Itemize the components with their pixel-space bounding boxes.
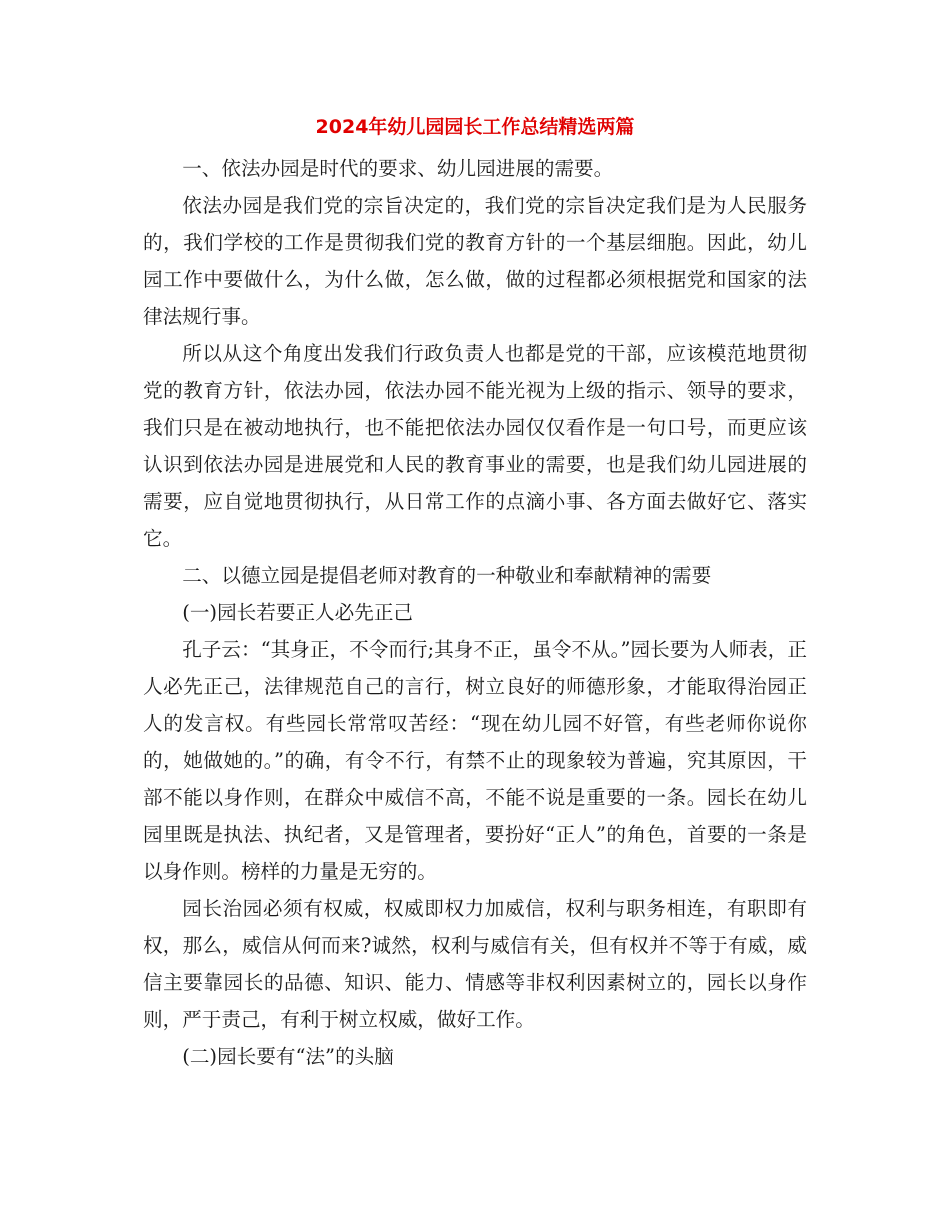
paragraph-subheading-2: (二)园长要有“法”的头脑: [182, 1045, 394, 1068]
document-page: [143, 112, 807, 1075]
paragraph-subheading-1: (一)园长若要正人必先正己: [182, 601, 414, 624]
paragraph: 依法办园是我们党的宗旨决定的，我们党的宗旨决定我们是为人民服务的，我们学校的工作是贯彻我们党的教育方针的一个基层细胞。因此，幼儿园工作中要做什么，为什么做，怎么做，做的过程都必须根据党和国家的法律法规行事。: [143, 194, 807, 328]
document-title: 2024年幼儿园园长工作总结精选两篇: [315, 116, 635, 138]
paragraph-section-2-heading: 二、以德立园是提倡老师对教育的一种敬业和奉献精神的需要: [182, 564, 712, 587]
paragraph: 孔子云：“其身正，不令而行;其身不正，虽令不从。”园长要为人师表，正人必先正己，法律规范自己的言行，树立良好的师德形象，才能取得治园正人的发言权。有些园长常常叹苦经：“现在幼儿园不好管，有些老师你说你的，她做她的。”的确，有令不行，有禁不止的现象较为普遍，究其原因，干部不能以身作则，在群众中威信不高，不能不说是重要的一条。园长在幼儿园里既是执法、执纪者，又是管理者，要扮好“正人”的角色，首要的一条是以身作则。榜样的力量是无穷的。: [143, 638, 807, 883]
paragraph-section-1-heading: 一、依法办园是时代的要求、幼儿园进展的需要。: [182, 157, 614, 180]
document-body: [143, 150, 807, 1075]
paragraph: 所以从这个角度出发我们行政负责人也都是党的干部，应该模范地贯彻党的教育方针，依法办园，依法办园不能光视为上级的指示、领导的要求，我们只是在被动地执行，也不能把依法办园仅仅看作是一句口号，而更应该认识到依法办园是进展党和人民的教育事业的需要，也是我们幼儿园进展的需要，应自觉地贯彻执行，从日常工作的点滴小事、各方面去做好它、落实它。: [143, 342, 807, 550]
paragraph: 园长治园必须有权威，权威即权力加威信，权利与职务相连，有职即有权，那么，威信从何而来?诚然，权利与威信有关，但有权并不等于有威，威信主要靠园长的品德、知识、能力、情感等非权利因素树立的，园长以身作则，严于责己，有利于树立权威，做好工作。: [143, 897, 807, 1031]
